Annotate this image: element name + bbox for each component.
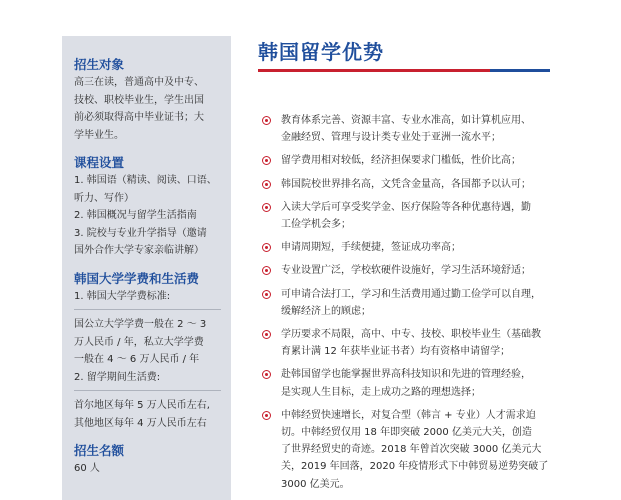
list-item-text: 专业设置广泛，学校软硬件设施好，学习生活环境舒适； xyxy=(281,265,531,277)
underline-blue-segment xyxy=(490,69,550,72)
sidebar-panel xyxy=(62,36,231,500)
title-underline xyxy=(258,69,550,72)
list-item-text: 申请周期短，手续便捷，签证成功率高； xyxy=(281,242,461,254)
list-item xyxy=(262,152,562,169)
section-enrollment-target xyxy=(74,56,221,144)
list-item-text: 学历要求不局限，高中、中专、技校、职校毕业生（基础教 育累计满 12 年获毕业证书者）均有资格申请留学； xyxy=(281,329,541,358)
list-item xyxy=(262,326,562,360)
list-item xyxy=(262,239,562,256)
list-item-text: 韩国院校世界排名高，文凭含金量高，各国都予以认可； xyxy=(281,178,531,190)
section-text: 高三在读，普通高中及中专、 技校、职校毕业生，学生出国 前必须取得高中毕业证书；大 学毕业生。 xyxy=(74,77,204,141)
page-title: 韩国留学优势 xyxy=(258,40,384,64)
list-item-text: 教育体系完善、资源丰富、专业水准高，如计算机应用、 金融经贸、管理与设计类专业处于亚洲一流水平； xyxy=(281,115,531,144)
section-courses xyxy=(74,154,221,260)
divider xyxy=(74,390,221,391)
list-item-text: 中韩经贸快速增长，对复合型（韩言 + 专业）人才需求迫 切。中韩经贸仅用 18 年即突破 2000 亿美元大关，创造 了世界经贸史的奇迹。2018 年曾首次突破 3000 亿美元大 关，2019 年回落，2020 年疫情形式下中韩贸易逆势突破了 3000 亿美元。 xyxy=(281,409,549,490)
section-heading: 招生对象 xyxy=(74,57,125,72)
target-bullet-icon xyxy=(262,266,271,275)
divider xyxy=(74,309,221,310)
underline-red-segment xyxy=(258,69,490,72)
target-bullet-icon xyxy=(262,411,271,420)
target-bullet-icon xyxy=(262,156,271,165)
target-bullet-icon xyxy=(262,243,271,252)
section-text: 首尔地区每年 5 万人民币左右, 其他地区每年 4 万人民币左右 xyxy=(74,400,210,429)
section-text: 60 人 xyxy=(74,463,100,474)
list-item xyxy=(262,262,562,279)
target-bullet-icon xyxy=(262,180,271,189)
section-heading: 招生名额 xyxy=(74,443,125,458)
list-item xyxy=(262,407,562,493)
target-bullet-icon xyxy=(262,290,271,299)
list-item xyxy=(262,176,562,193)
list-item xyxy=(262,112,562,146)
section-text: 国公立大学学费一般在 2 ～ 3 万人民币 / 年，私立大学学费 一般在 4 ～ 6 万人民币 / 年 2. 留学期间生活费: xyxy=(74,319,207,383)
list-item-text: 留学费用相对较低，经济担保要求门槛低，性价比高； xyxy=(281,155,521,167)
section-text: 1. 韩国语（精读、阅读、口语、 听力、写作） 2. 韩国概况与留学生活指南 3. 院校与专业升学指导（邀请 国外合作大学专家亲临讲解） xyxy=(74,175,217,256)
list-item xyxy=(262,286,562,320)
target-bullet-icon xyxy=(262,330,271,339)
section-text: 1. 韩国大学学费标准: xyxy=(74,290,171,302)
list-item xyxy=(262,199,562,233)
target-bullet-icon xyxy=(262,116,271,125)
target-bullet-icon xyxy=(262,370,271,379)
list-item-text: 入读大学后可享受奖学金、医疗保险等各种优惠待遇，勤 工俭学机会多； xyxy=(281,201,531,231)
section-quota xyxy=(74,442,221,478)
advantages-list xyxy=(262,112,562,499)
target-bullet-icon xyxy=(262,203,271,212)
list-item-text: 赴韩国留学也能掌握世界高科技知识和先进的管理经验， 是实现人生目标，走上成功之路的理想选择； xyxy=(281,369,531,398)
section-heading: 韩国大学学费和生活费 xyxy=(74,270,200,286)
section-heading: 课程设置 xyxy=(74,155,125,170)
list-item xyxy=(262,366,562,400)
section-tuition xyxy=(74,270,221,433)
list-item-text: 可申请合法打工，学习和生活费用通过勤工俭学可以自理， 缓解经济上的顾虑； xyxy=(281,288,541,317)
